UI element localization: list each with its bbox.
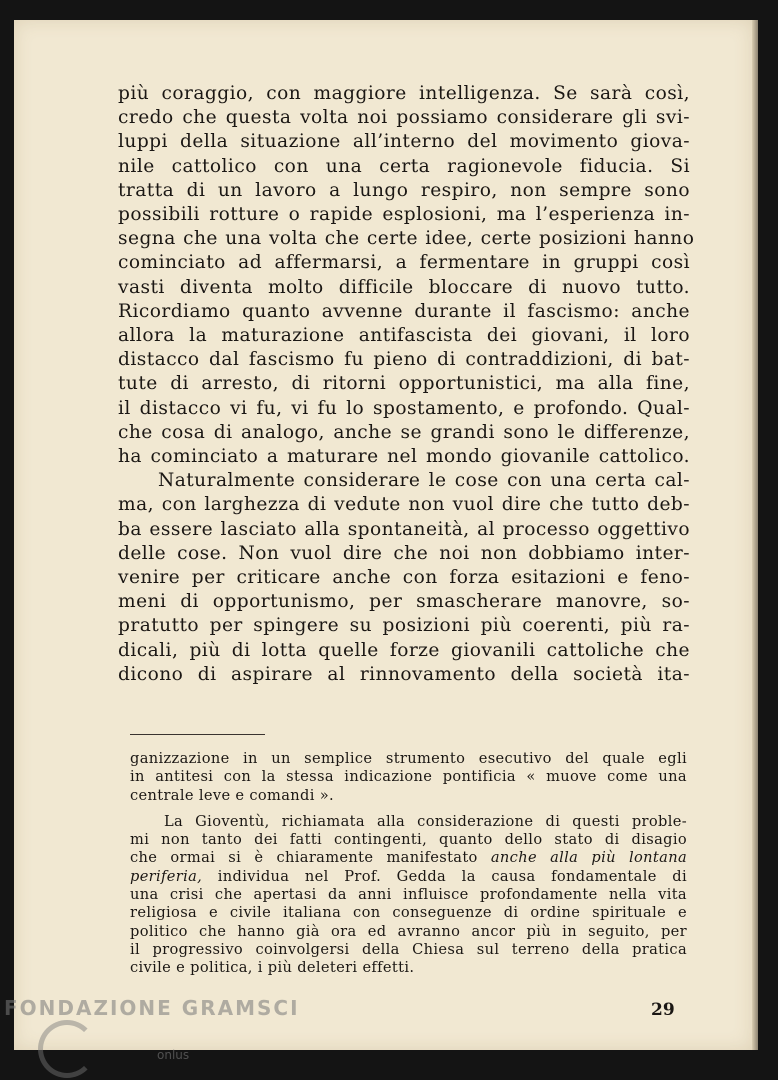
text-line: possibili rotture o rapide esplosioni, ma l’esperienza in- [118,204,690,226]
footnote-line: civile e politica, i più deleteri effetti. [130,959,415,977]
footnote-italic: periferia, [130,867,203,885]
footnote-line [130,849,687,867]
footnote-line [130,868,687,886]
footnote [130,750,687,978]
main-text [118,82,695,687]
text-line: tratta di un lavoro a lungo respiro, non sempre sono [118,179,690,201]
paragraph-2 [118,469,690,687]
text-line: meni di opportunismo, per smascherare manovre, so- [118,591,690,613]
text-line: Naturalmente considerare le cose con una certa cal- [158,470,690,492]
text-line: delle cose. Non vuol dire che noi non dobbiamo inter- [118,542,690,564]
text-line: segna che una volta che certe idee, certe posizioni hanno [118,228,695,250]
footnote-line: il progressivo coinvolgersi della Chiesa sul terreno della pratica [130,940,687,958]
text-line: venire per criticare anche con forza esitazioni e feno- [118,567,690,589]
footnote-italic: anche alla più lontana [490,849,687,867]
footnote-divider [130,734,265,735]
footnote-line: ganizzazione in un semplice strumento esecutivo del quale egli [130,750,687,767]
paragraph-1 [118,82,695,469]
text-line: pratutto per spingere su posizioni più coerenti, più ra- [118,615,690,637]
text-line: nile cattolico con una certa ragionevole fiducia. Si [118,155,690,177]
footnote-line: religiosa e civile italiana con conseguenze di ordine spirituale e [130,904,687,922]
watermark-logo-icon [38,1020,96,1078]
text-line: vasti diventa molto difficile bloccare di nuovo tutto. [118,276,690,298]
text-line: più coraggio, con maggiore intelligenza. Se sarà così, [118,83,690,104]
text-line: che cosa di analogo, anche se grandi sono le differenze, [118,421,690,443]
footnote-line: una crisi che apertasi da anni influisce profondamente nella vita [130,886,687,904]
book-page [14,20,752,1050]
footnote-segment: che ormai si è chiaramente manifestato [130,849,478,867]
text-line: dicali, più di lotta quelle forze giovanili cattoliche che [118,639,690,661]
watermark-sub: onlus [157,1048,190,1062]
text-line: ba essere lasciato alla spontaneità, al processo oggettivo [118,518,690,540]
text-line: ha cominciato a maturare nel mondo giovanile cattolico. [118,446,690,468]
text-line: tute di arresto, di ritorni opportunistici, ma alla fine, [118,373,690,395]
text-line: allora la maturazione antifascista dei giovani, il loro [118,325,690,347]
text-line: il distacco vi fu, vi fu lo spostamento, e profondo. Qual- [118,397,690,419]
footnote-line: politico che hanno già ora ed avranno ancor più in seguito, per [130,922,687,940]
footnote-line: La Gioventù, richiamata alla considerazione di questi proble- [164,812,687,830]
text-line: luppi della situazione all’interno del movimento giova- [118,131,690,153]
text-line: dicono di aspirare al rinnovamento della società ita- [118,663,690,685]
page-number: 29 [651,1000,675,1020]
text-line: Ricordiamo quanto avvenne durante il fascismo: anche [118,300,690,322]
footnote-line: in antitesi con la stessa indicazione pontificia « muove come una [130,768,687,786]
text-line: distacco dal fascismo fu pieno di contraddizioni, di bat- [118,349,690,371]
text-line: credo che questa volta noi possiamo considerare gli svi- [118,107,690,129]
footnote-line: centrale leve e comandi ». [130,786,335,804]
watermark: FONDAZIONE GRAMSCI [4,996,300,1020]
text-line: ma, con larghezza di vedute non vuol dire che tutto deb- [118,494,690,516]
footnote-segment: individua nel Prof. Gedda la causa fondamentale di [217,867,687,885]
footnote-line: mi non tanto dei fatti contingenti, quanto dello stato di disagio [130,831,687,849]
text-line: cominciato ad affermarsi, a fermentare in gruppi così [118,252,690,274]
